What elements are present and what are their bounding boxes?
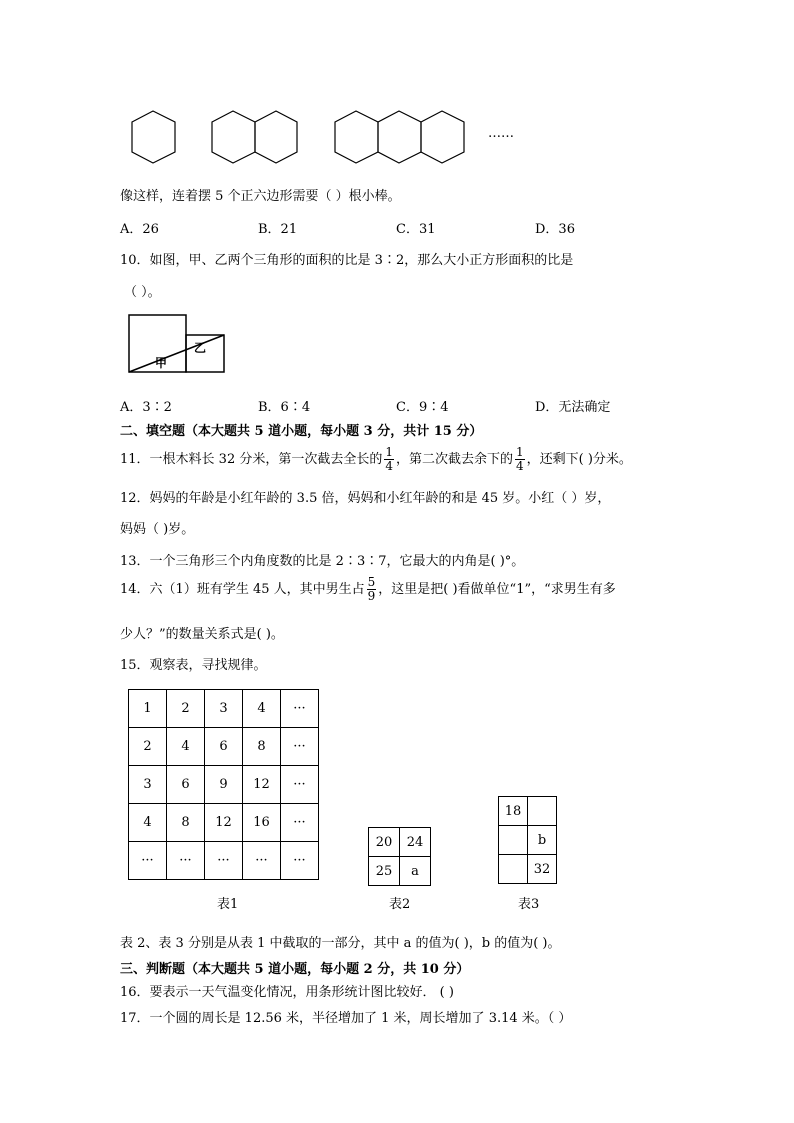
section2-heading: 二、填空题（本大题共 5 道小题，每小题 3 分，共计 15 分） xyxy=(120,424,483,439)
q10-option-a: A．3∶2 xyxy=(120,400,172,415)
table-1: 1 2 3 4 ··· 2 4 6 8 ··· 3 6 9 12 ··· 4 8 12 16 ··· ··· ··· ··· ··· ··· xyxy=(128,689,319,880)
q16-text: 16．要表示一天气温变化情况，用条形统计图比较好． ( ) xyxy=(120,985,454,1000)
q14-line1: 14．六（1）班有学生 45 人，其中男生占 $\frac{5}{9}$ ，这里是把( )看做单位“1”，“求男生有多 xyxy=(120,575,616,603)
table-1-caption: 表1 xyxy=(217,897,239,912)
q9-option-b: B．21 xyxy=(258,222,298,237)
q17-text: 17．一个圆的周长是 12.56 米，半径增加了 1 米，周长增加了 3.14 米。（ ） xyxy=(120,1011,572,1026)
q9-option-d: D．36 xyxy=(535,222,575,237)
q12-line2: 妈妈（ )岁。 xyxy=(120,522,195,537)
q9-option-a: A．26 xyxy=(120,222,159,237)
label-yi: 乙 xyxy=(193,341,207,355)
table-3-caption: 表3 xyxy=(518,897,540,912)
q11-text: 11．一根木料长 32 分米，第一次截去全长的 $\frac{1}{4}$ ，第二次截去余下的 $\frac{1}{4}$ ，还剩下( )分米。 xyxy=(120,445,632,473)
hexagon xyxy=(335,111,378,163)
table-2-caption: 表2 xyxy=(389,897,411,912)
q10-line1: 10．如图，甲、乙两个三角形的面积的比是 3∶2，那么大小正方形面积的比是 xyxy=(120,253,574,268)
hexagon xyxy=(132,111,175,163)
q9-question: 像这样，连着摆 5 个正六边形需要（ ）根小棒。 xyxy=(120,189,401,204)
q15-text: 15．观察表，寻找规律。 xyxy=(120,658,267,673)
q9-option-c: C．31 xyxy=(396,222,436,237)
hexagon-ellipsis: …… xyxy=(488,126,514,141)
hexagon-sequence-figure xyxy=(125,108,475,168)
table-3: 18 b 32 xyxy=(498,796,557,884)
q13-text: 13．一个三角形三个内角度数的比是 2∶3∶7，它最大的内角是( )°。 xyxy=(120,554,525,569)
q15-followup: 表 2、表 3 分别是从表 1 中截取的一部分，其中 a 的值为( )，b 的值为( )。 xyxy=(120,936,561,951)
section3-heading: 三、判断题（本大题共 5 道小题，每小题 2 分，共 10 分） xyxy=(120,962,470,977)
q10-line2: （ ）。 xyxy=(124,285,161,300)
q10-option-c: C．9∶4 xyxy=(396,400,449,415)
q12-line1: 12．妈妈的年龄是小红年龄的 3.5 倍，妈妈和小红年龄的和是 45 岁。小红（ ）岁， xyxy=(120,491,611,506)
q14-line2: 少人？”的数量关系式是( )。 xyxy=(120,627,284,642)
hexagon xyxy=(421,111,464,163)
hexagon xyxy=(378,111,421,163)
q10-option-d: D．无法确定 xyxy=(535,400,611,415)
hexagon xyxy=(255,111,297,163)
hexagon xyxy=(212,111,255,163)
q10-option-b: B．6∶4 xyxy=(258,400,311,415)
squares-triangles-figure xyxy=(128,314,230,376)
label-jia: 甲 xyxy=(154,356,168,370)
table-2: 20 24 25 a xyxy=(368,827,431,886)
